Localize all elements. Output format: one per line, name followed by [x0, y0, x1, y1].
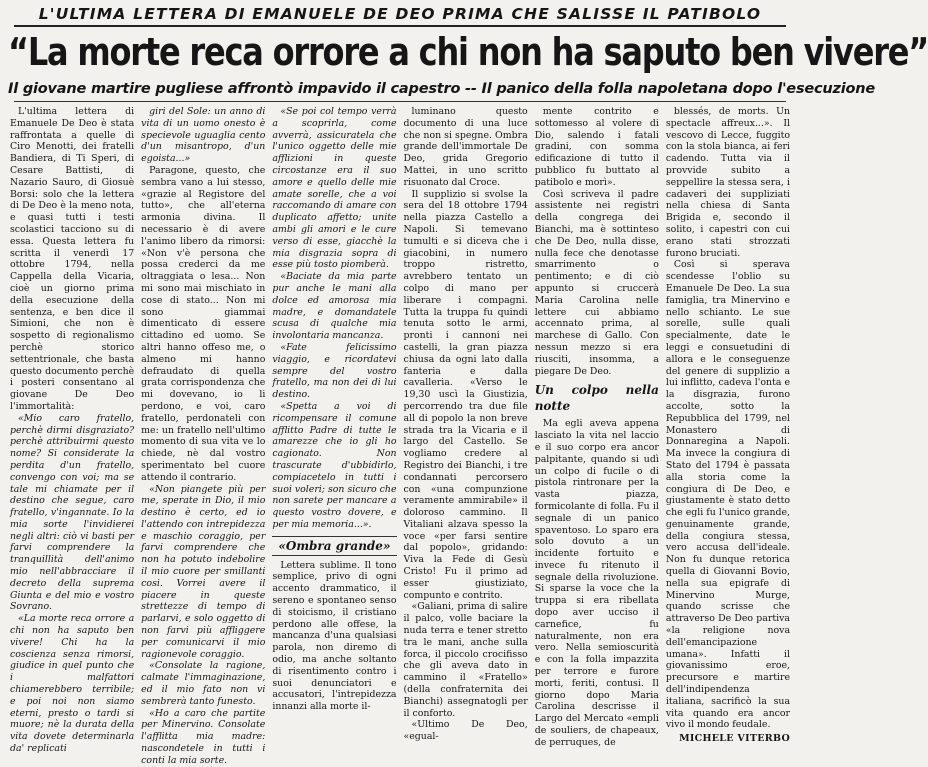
section-heading-ombra-grande: «Ombra grande»: [272, 536, 396, 556]
paragraph: «Spetta a voi di ricompensare il comune afflitto Padre di tutte le amarezze che io gli ho cagionato. Non trascurate d'ubbidirlo, compiacetelo in tutti i suoi voleri; son sicuro che non sarete per mancare a questo vostro dovere, e per mia memoria...».: [272, 400, 397, 530]
author-signature: MICHELE VITERBO: [679, 733, 791, 745]
column-1: [10, 106, 135, 755]
column-4: [403, 106, 528, 743]
section-heading-colpo-notte: Un colpo nella notte: [534, 383, 659, 414]
paragraph: «Non piangete più per me, sperate in Dio, il mio destino è certo, ed io l'attendo con intrepidezza e maschio coraggio, per farvi comprendere che non ha potuto indebolire il mio cuore per smillanti cosi. Vorrei avere il piacere in queste strettezze di tempo di parlarvi, e solo oggetto di non farvi più affliggere per comunicarvi il mio ragionevole coraggio.: [141, 483, 266, 660]
paragraph: «Consolate la ragione, calmate l'immaginazione, ed il mio fato non vi sembrerà tanto funesto.: [141, 660, 266, 707]
paragraph: L'ultima lettera di Emanuele De Deo è stata raffrontata a quelle di Ciro Menotti, dei fratelli Bandiera, di Ti Speri, di Cesare Battisti, di Nazario Sauro, di Giosuè Borsi: solo che la lettera di De Deo è la meno nota, e quasi tutti i testi scolastici tacciono su di essa. Questa lettera fu scritta il venerdì 17 ottobre 1794, nella Cappella della Vicaria, cioè un giorno prima della esecuzione della sentenza, e ben dice il Simioni, che non è sospetto di regionalismo perchè storico settentrionale, che basta questo documento perchè i posteri consentano al giovane De Deo l'immortalità:: [10, 106, 135, 412]
paragraph: Paragone, questo, che sembra vano a lui stesso, «grazie al Registore del tutto», che all'eterna armonia divina. Il necessario è di avere l'animo libero da rimorsi: «Non v'è persona che possa crederci da me oltraggiata o lesa... Non mi sono mai mischiato in cose di stato... Non mi sono giammai dimenticato di essere cittadino ed uomo. Se altri hanno offeso me, o almeno mi hanno defraudato di quella grata corrispondenza che mi dovevano, io li perdono, e voi, caro fratello, perdonateli con me: un fratello nell'ultimo momento di sua vita ve lo chiede, nè dal vostro sperimentato bel cuore attendo il contrario.: [141, 164, 266, 483]
article-columns: [8, 106, 792, 766]
paragraph: «Mio caro fratello, perchè dirmi disgraziato? perchè attribuirmi questo nome? Si considerate la perdita d'un fratello, convengo con voi; ma se tale mi chiamate per il destino che segue, caro fratello, v'ingannate. Io la mia sorte l'invidierei negli altri: ciò vi basti per farvi comprendere la tranquillità dell'animo mio nell'abbracciare il decreto della suprema Giunta e del mio e vostro Sovrano.: [10, 412, 135, 613]
paragraph: blessés, de morts. Un spectacle affreux...». Il vescovo di Lecce, fuggito con la stola bianca, ai feri cadendo. Tutta via il provvide subito a seppellire la stessa sera, i cadaveri dei suppliziati nella chiesa di Santa Brigida e, secondo il solito, i capestri con cui erano stati strozzati furono bruciati.: [665, 106, 791, 259]
paragraph: «Ho a caro che partite per Minervino. Consolate l'afflitta mia madre: nascondetele in tutti i conti la mia sorte.: [141, 707, 266, 766]
sub-rule: [14, 101, 786, 102]
paragraph: Così si sperava scendesse l'oblio su Emanuele De Deo. La sua famiglia, tra Minervino e nello schianto. Le sue sorelle, sulle quali specialmente, date le leggi e consuetudini di allora e le conseguenze del genere di supplizio a lui inflitto, cadeva l'onta e la disgrazia, furono accolte, sotto la Repubblica del 1799, nel Monastero di Donnaregina a Napoli. Ma invece la congiura di Stato del 1794 è passata alla storia come la congiura di De Deo, e giustamente è stato detto che egli fu l'unico grande, genuinamente grande, della congiura stessa, vero accusa dell'ideale. Non fu dunque retorica quella di Giovanni Bovio, nella sua epigrafe di Minervino Murge, quando scrisse che attraverso De Deo partiva «la religione nova dell'emancipazione umana». Infatti il giovanissimo eroe, precursore e martire dell'indipendenza italiana, sacrificò la sua vita quando era ancor vivo il mondo feudale.: [665, 259, 791, 731]
paragraph: «Ultimo De Deo, «egual-: [403, 719, 528, 743]
column-5: [534, 106, 659, 748]
paragraph: «Galiani, prima di salire il palco, volle baciare la nuda terra e tener stretto tra le mani, anche sulla forca, il piccolo crocifisso che gli aveva dato in cammino il «Fratello» (della confraternita dei Bianchi) assegnatogli per il conforto.: [403, 601, 528, 719]
headline: “La morte reca orrore a chi non ha saputo ben vivere”: [8, 29, 928, 75]
column-3: [272, 106, 397, 713]
paragraph: giri del Sole: un anno di vita di un uomo onesto è specievole uguaglia cento d'un misantropo, d'un egoista...»: [141, 106, 266, 165]
column-2: [141, 106, 266, 766]
kicker-title: L'ULTIMA LETTERA DI EMANUELE DE DEO PRIMA CHE SALISSE IL PATIBOLO: [38, 5, 762, 23]
paragraph: luminano questo documento di una luce che non si spegne. Ombra grande dell'immortale De Deo, grida Gregorio Mattei, in uno scritto risuonato dal Croce.: [403, 106, 528, 188]
paragraph: «Se poi col tempo verrà a scoprirla, come avverrà, assicuratela che l'unico oggetto delle mie afflizioni in queste circostanze era il suo amore e quello delle mie amate sorelle, che a voi raccomando di amare con duplicato affetto; unite ambi gli amori e le cure verso di esse, giacchè la mia disgrazia sopra di esse più tosto piomberà.: [272, 106, 397, 271]
paragraph: Così scriveva il padre assistente nei registri della congrega dei Bianchi, ma è sottinteso che De Deo, nulla disse, nulla fece che denotasse smarrimento o pentimento; e di ciò appunto si cruccerà Maria Carolina nelle lettere cui abbiamo accennato prima, al marchese di Gallo. Con nessun mezzo si era riusciti, insomma, a piegare De Deo.: [534, 188, 659, 377]
paragraph: Lettera sublime. Il tono semplice, privo di ogni accento drammatico, il sereno e spontaneo senso di stoicismo, il cristiano perdono alle offese, la mancanza d'una qualsiasi parola, non diremo di odio, ma anche soltanto di risentimento contro i suoi denunciatori e accusatori, l'intrepidezza innanzi alla morte il-: [272, 559, 397, 713]
paragraph: mente contrito e sottomesso al volere di Dio, salendo i fatali gradini, con somma edificazione di tutto il pubblico fu buttato al patibolo e morì».: [534, 106, 659, 188]
paragraph: «Fate felicissimo viaggio, e ricordatevi sempre del vostro fratello, ma non dei di lui destino.: [272, 341, 397, 401]
column-6: [665, 106, 791, 745]
paragraph: «Baciate da mia parte pur anche le mani alla dolce ed amorosa mia madre, e domandatele scusa di qualche mia involontaria mancanza.: [272, 271, 397, 342]
subheadline: Il giovane martire pugliese affrontò impavido il capestro -- Il panico della folla napoletana dopo l'esecuzione: [8, 81, 876, 97]
paragraph: Ma egli aveva appena lasciato la vita nel laccio e il suo corpo era ancor palpitante, quando si udì un colpo di fucile o di pistola rintronare per la vasta piazza, formicolante di folla. Fu il segnale di un panico spaventoso. Lo sparo era solo dovuto a un incidente fortuito e invece fu ritenuto il segnale della rivoluzione. Si sparse la voce che la truppa si era ribellata dopo aver ucciso il carnefice, fu naturalmente, non era vero. Nella semioscurità e con la folla impazzita per terrore e furore morti, feriti, contusi. Il giorno dopo Maria Carolina descrisse il Largo del Mercato «empli de souliers, de chapeaux, de perruques, de: [534, 418, 659, 748]
paragraph: «La morte reca orrore a chi non ha saputo ben vivere! Chi ha la coscienza senza rimorsi, giudice in quel punto che i malfattori chiamerebbero terribile; e poi noi non siamo eterni, presto o tardi si muore; nè la durata della vita dovete determinarla da' replicati: [10, 613, 135, 755]
paragraph: Il supplizio si svolse la sera del 18 ottobre 1794 nella piazza Castello a Napoli. Si temevano tumulti e si diceva che i giacobini, in numero troppo ristretto, avrebbero tentato un colpo di mano per liberare i compagni. Tutta la truppa fu quindi tenuta sotto le armi, pronti i cannoni nei castelli, la gran piazza chiusa da ogni lato dalla fanteria e dalla cavalleria. «Verso le 19,30 uscì la Giustizia, percorrendo tra due file all di popolo la non breve strada tra la Vicaria e il largo del Castello. Se vogliamo credere al Registro dei Bianchi, i tre condannati percorsero con «una compunzione veramente ammirabile» il doloroso cammino. Il Vitaliani alzava spesso la voce «per farsi sentire dal popolo», gridando: Viva la Fede di Gesù Cristo! Fu il primo ad esser giustiziato, compunto e contrito.: [403, 188, 528, 601]
